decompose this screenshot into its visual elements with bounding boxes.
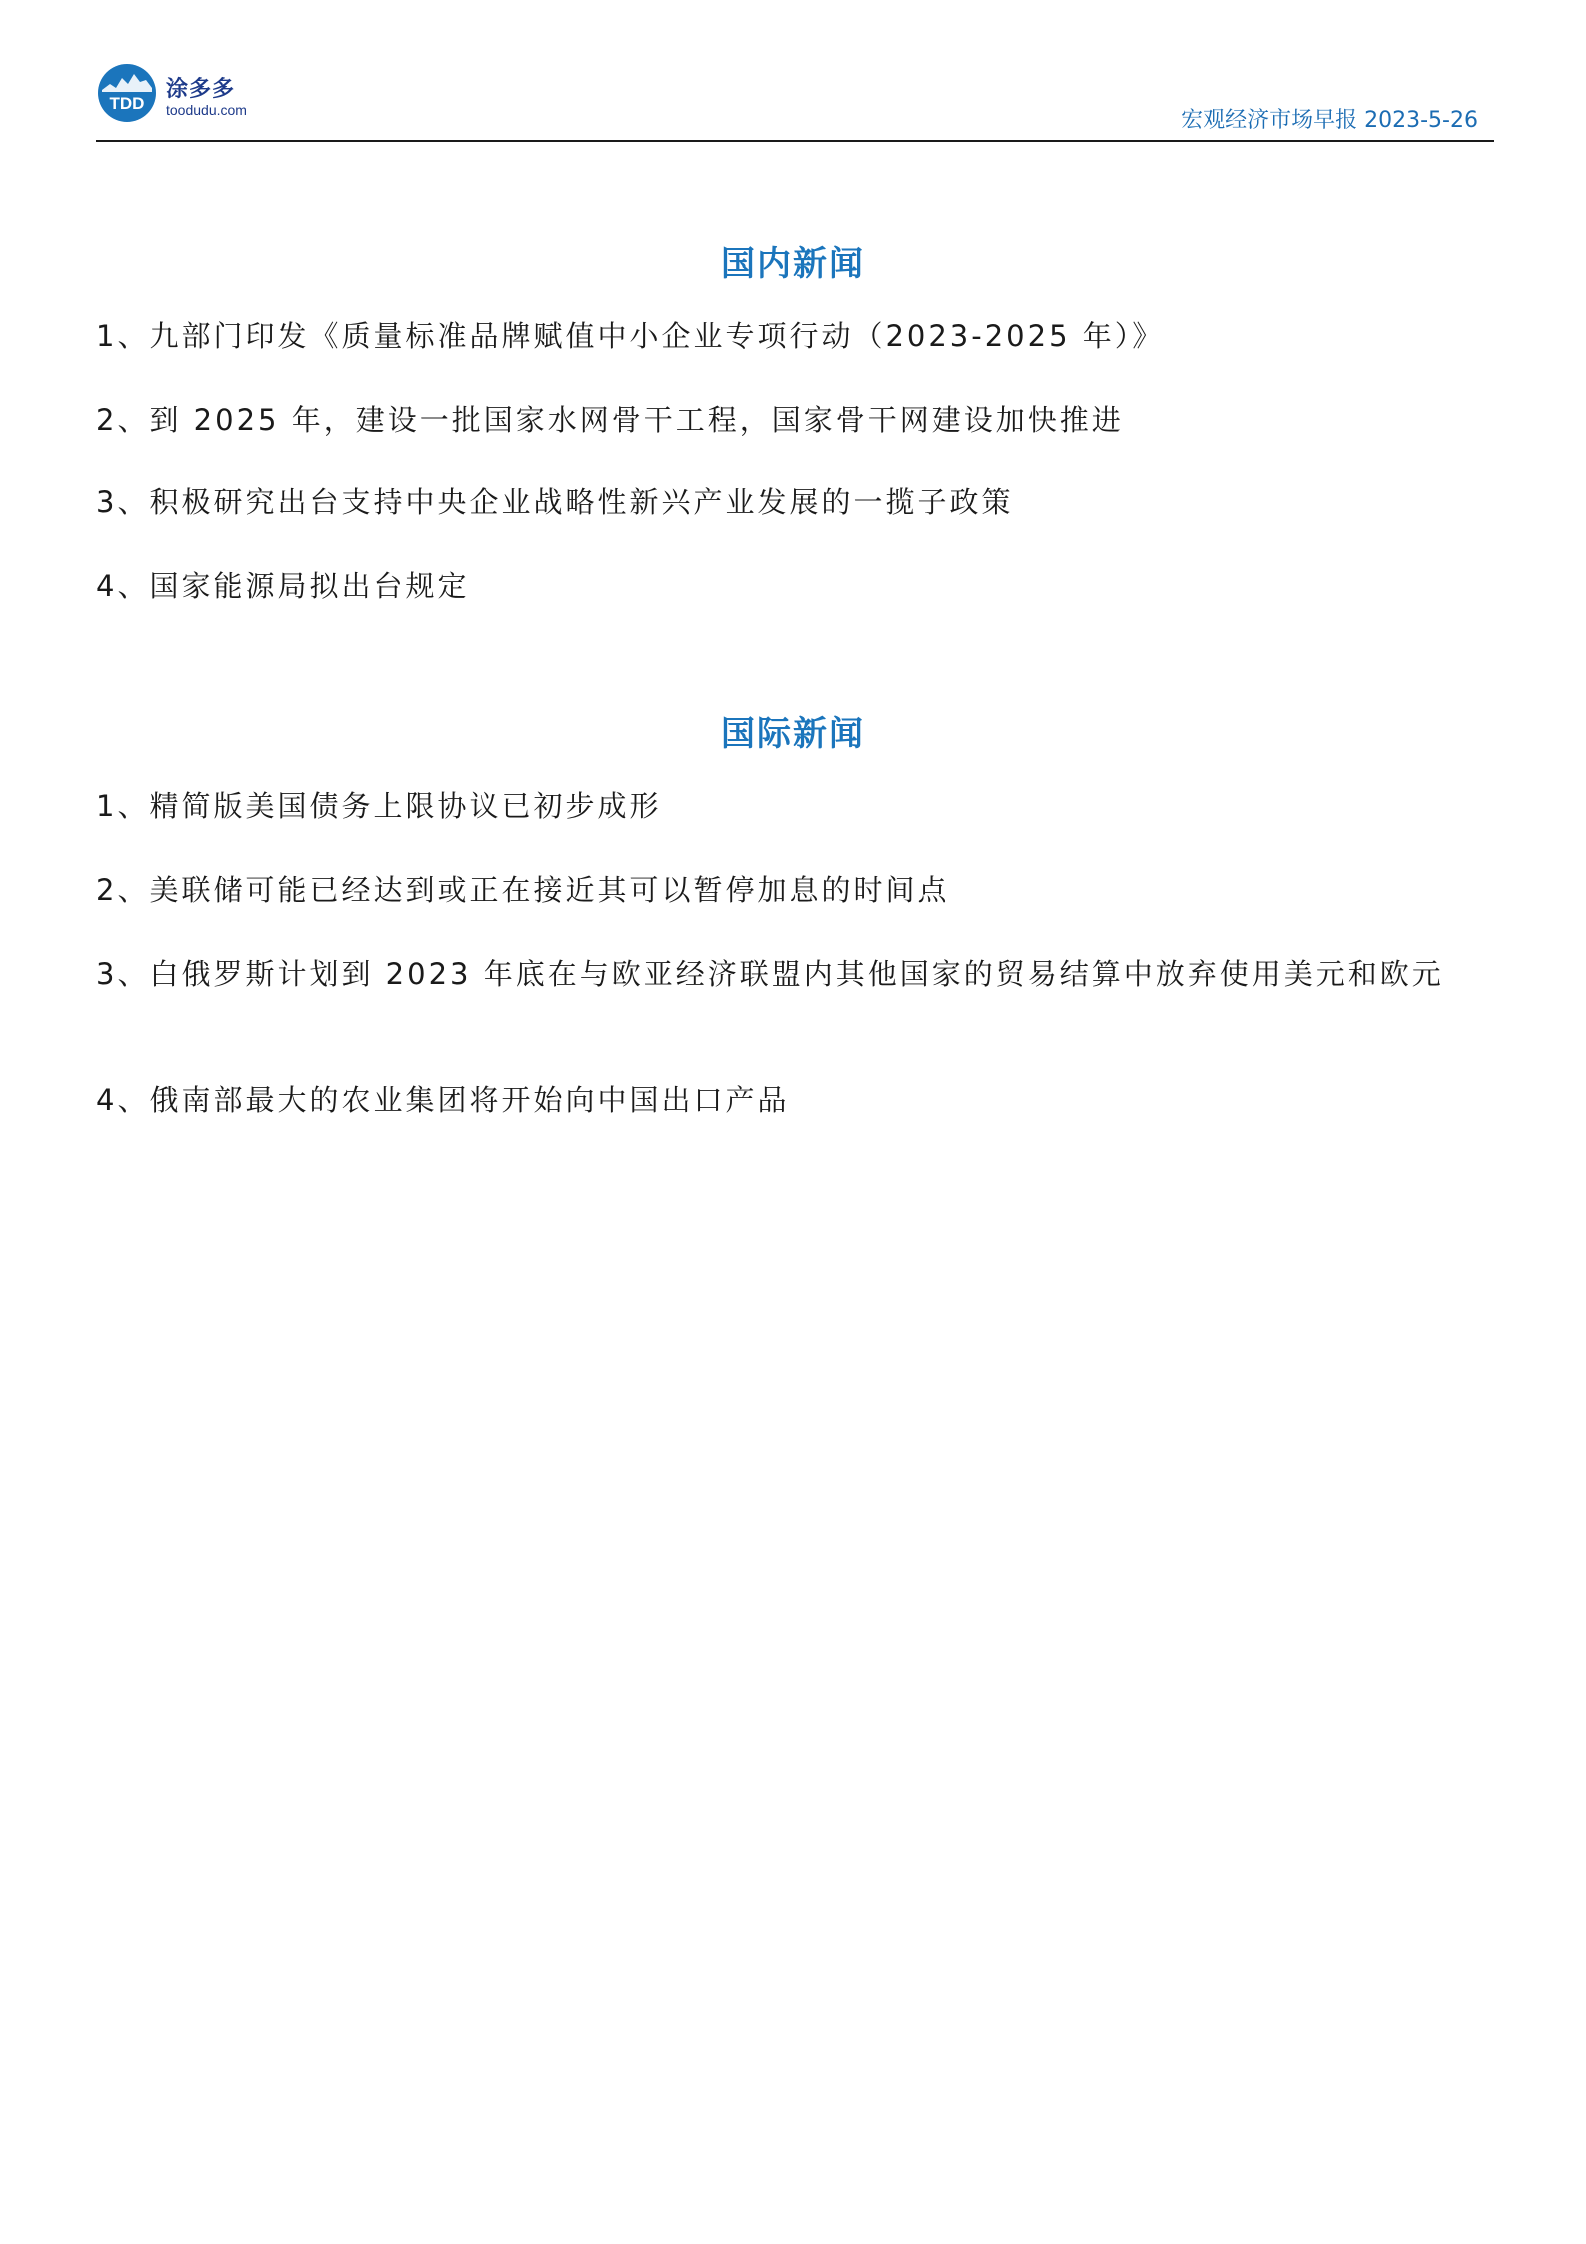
news-number: 2、 bbox=[96, 403, 150, 437]
logo-circle-icon bbox=[96, 62, 158, 124]
news-text: 美联储可能已经达到或正在接近其可以暂停加息的时间点 bbox=[149, 873, 950, 907]
news-text: 到 2025 年，建设一批国家水网骨干工程，国家骨干网建设加快推进 bbox=[149, 403, 1124, 437]
logo bbox=[96, 62, 286, 132]
news-number: 4、 bbox=[96, 569, 150, 603]
international-news-title: 国际新闻 bbox=[721, 714, 865, 754]
domestic-news-item-1 bbox=[96, 312, 1496, 360]
report-title: 宏观经济市场早报 2023-5-26 bbox=[1181, 108, 1478, 133]
news-number: 4、 bbox=[96, 1083, 150, 1117]
logo-mark: TDD bbox=[109, 94, 145, 113]
page-header bbox=[96, 62, 1494, 142]
news-number: 1、 bbox=[96, 789, 150, 823]
news-text: 九部门印发《质量标准品牌赋值中小企业专项行动（2023-2025 年）》 bbox=[149, 319, 1165, 353]
international-news-item-2 bbox=[96, 866, 1496, 914]
news-text: 积极研究出台支持中央企业战略性新兴产业发展的一揽子政策 bbox=[149, 485, 1014, 519]
news-number: 2、 bbox=[96, 873, 150, 907]
logo-domain: toodudu.com bbox=[166, 102, 247, 118]
international-news-item-3 bbox=[96, 950, 1496, 998]
domestic-news-item-4 bbox=[96, 562, 1496, 610]
domestic-news-item-3 bbox=[96, 478, 1496, 526]
news-text: 白俄罗斯计划到 2023 年底在与欧亚经济联盟内其他国家的贸易结算中放弃使用美元和欧元 bbox=[149, 957, 1444, 991]
news-number: 3、 bbox=[96, 485, 150, 519]
news-text: 俄南部最大的农业集团将开始向中国出口产品 bbox=[149, 1083, 790, 1117]
news-text: 国家能源局拟出台规定 bbox=[149, 569, 470, 603]
domestic-news-title: 国内新闻 bbox=[721, 244, 865, 284]
international-news-item-1 bbox=[96, 782, 1496, 830]
international-news-item-4 bbox=[96, 1076, 1496, 1124]
logo-brand: 涂多多 bbox=[166, 77, 236, 102]
news-number: 1、 bbox=[96, 319, 150, 353]
news-text: 精简版美国债务上限协议已初步成形 bbox=[149, 789, 662, 823]
domestic-news-item-2 bbox=[96, 396, 1496, 444]
news-number: 3、 bbox=[96, 957, 150, 991]
